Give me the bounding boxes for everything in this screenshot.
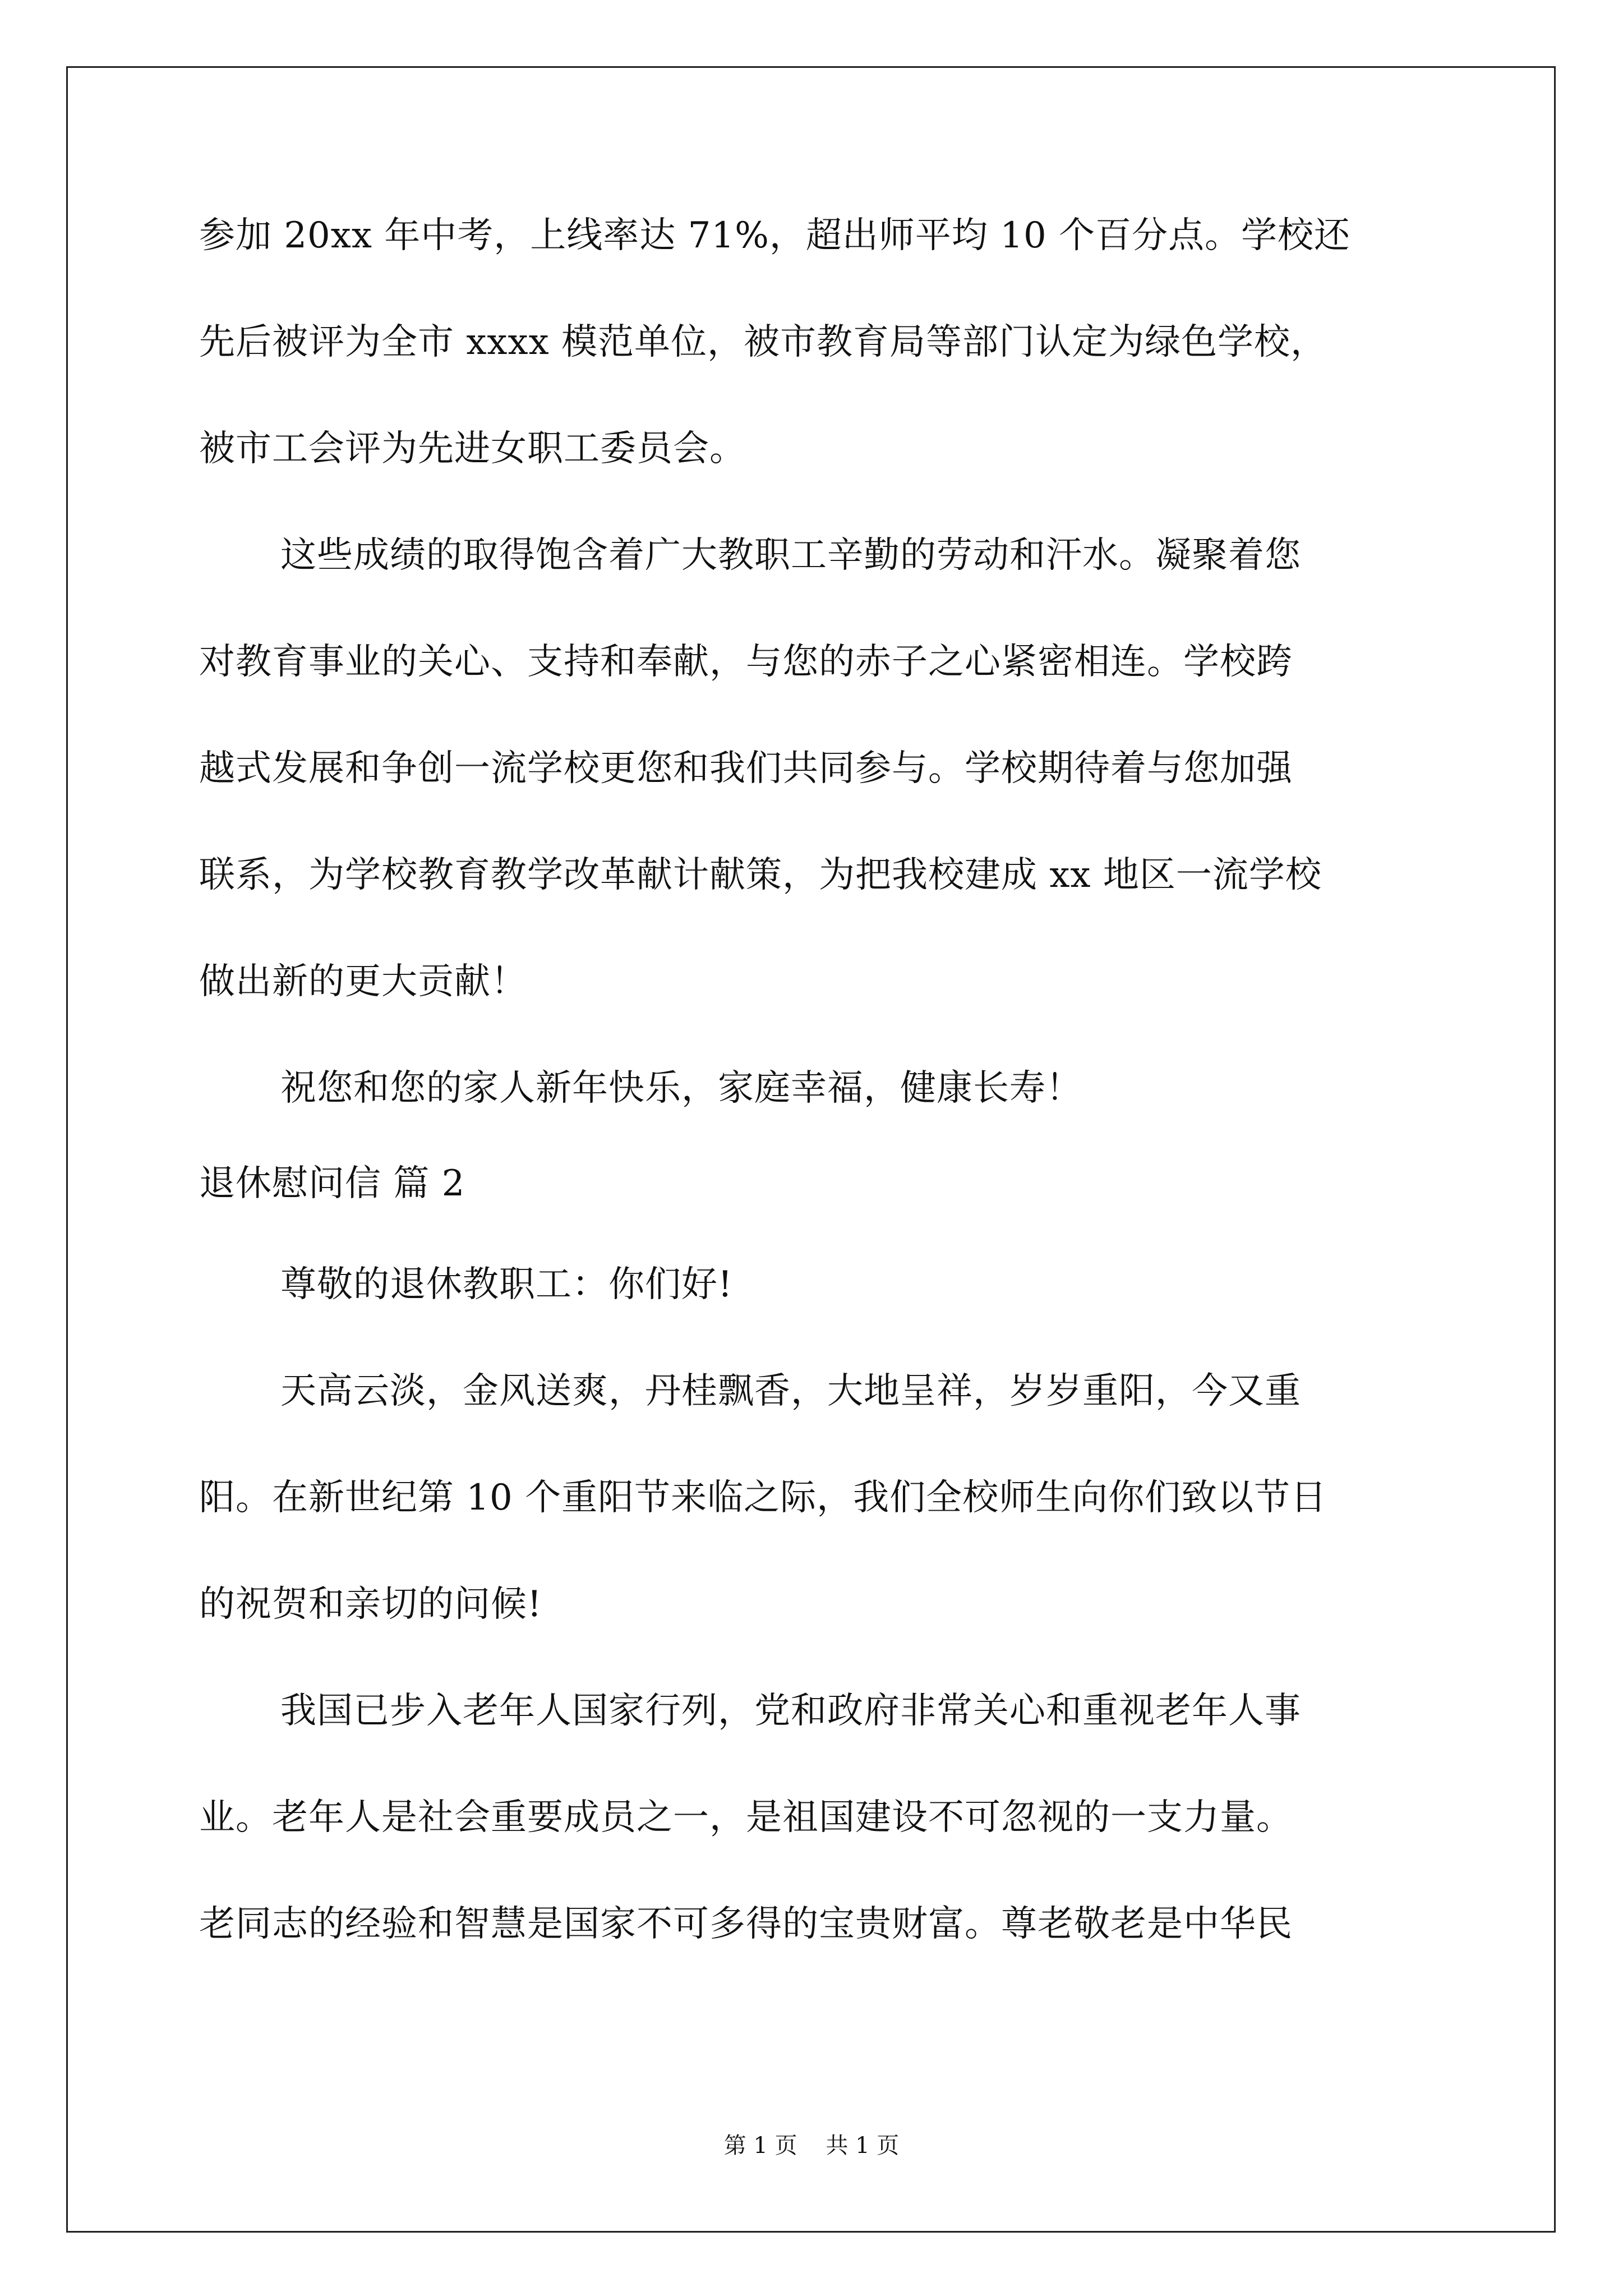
paragraph-line: 老同志的经验和智慧是国家不可多得的宝贵财富。尊老敬老是中华民 <box>199 1903 1293 1945</box>
paragraph-line: 做出新的更大贡献！ <box>199 961 527 1002</box>
paragraph-line: 对教育事业的关心、支持和奉献，与您的赤子之心紧密相连。学校跨 <box>199 641 1293 683</box>
page-footer: 第 1 页 共 1 页 <box>723 2133 900 2159</box>
paragraph-line: 我国已步入老年人国家行列，党和政府非常关心和重视老年人事 <box>280 1690 1301 1732</box>
paragraph-line: 越式发展和争创一流学校更您和我们共同参与。学校期待着与您加强 <box>199 748 1293 789</box>
paragraph-line: 天高云淡，金风送爽，丹桂飘香，大地呈祥，岁岁重阳，今又重 <box>280 1370 1301 1412</box>
paragraph-line: 阳。在新世纪第 10 个重阳节来临之际，我们全校师生向你们致以节日 <box>199 1477 1327 1519</box>
paragraph-line: 被市工会评为先进女职工委员会。 <box>199 428 746 470</box>
paragraph-line: 这些成绩的取得饱含着广大教职工辛勤的劳动和汗水。凝聚着您 <box>280 535 1301 576</box>
section-heading: 退休慰问信 篇 2 <box>199 1163 465 1204</box>
paragraph-line: 的祝贺和亲切的问候! <box>199 1584 542 1625</box>
paragraph-line: 联系，为学校教育教学改革献计献策，为把我校建成 xx 地区一流学校 <box>199 854 1322 896</box>
paragraph-line: 祝您和您的家人新年快乐，家庭幸福，健康长寿！ <box>280 1068 1082 1109</box>
paragraph-line: 参加 20xx 年中考，上线率达 71%，超出师平均 10 个百分点。学校还 <box>199 215 1351 256</box>
paragraph-line: 业。老年人是社会重要成员之一，是祖国建设不可忽视的一支力量。 <box>199 1797 1293 1838</box>
greeting-line: 尊敬的退休教职工：你们好! <box>280 1264 733 1305</box>
paragraph-line: 先后被评为全市 xxxx 模范单位，被市教育局等部门认定为绿色学校， <box>199 321 1327 363</box>
